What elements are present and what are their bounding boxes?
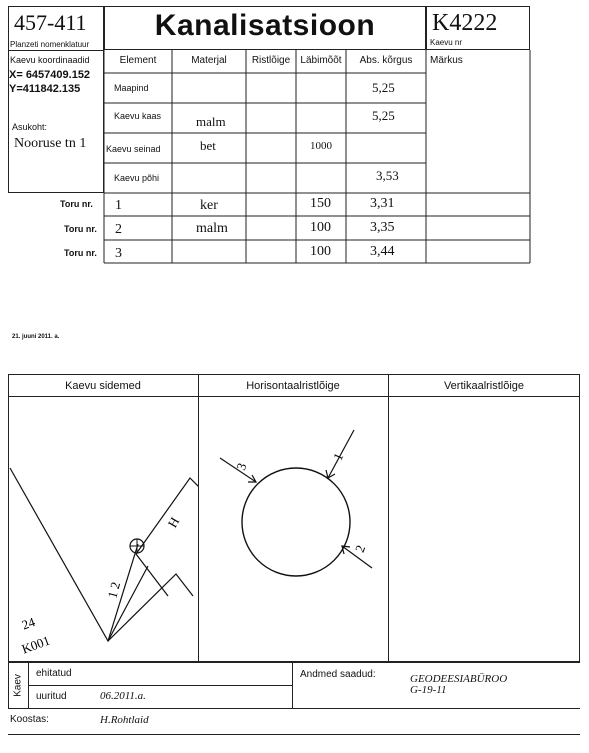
pipe-diameter: 100 xyxy=(310,244,331,259)
well-side-label: Kaev xyxy=(12,674,24,697)
pipe-material: malm xyxy=(196,221,228,236)
row-material: bet xyxy=(200,138,216,153)
built-label: ehitatud xyxy=(36,668,72,679)
coordinates-label: Kaevu koordinaadid xyxy=(10,55,90,65)
row-height: 5,25 xyxy=(372,108,395,123)
corner-note-1: 24 xyxy=(19,614,37,633)
pipe-height: 3,35 xyxy=(370,220,395,235)
row-material: malm xyxy=(196,114,226,129)
divider xyxy=(8,708,580,709)
nomenclature-label: Planzeti nomenklatuur xyxy=(10,40,90,49)
divider xyxy=(292,662,293,708)
surveyed-label: uuritud xyxy=(36,691,67,702)
pipe-nr: 3 xyxy=(115,246,122,261)
arrow-label-1: 1 xyxy=(329,450,347,463)
data-from-value-2: G-19-11 xyxy=(410,684,447,696)
pipe-nr: 2 xyxy=(115,222,122,237)
row-height: 5,25 xyxy=(372,80,395,95)
pipe-diameter: 100 xyxy=(310,220,331,235)
location-label: Asukoht: xyxy=(12,122,48,132)
data-from-value-1: GEODEESIABÜROO xyxy=(410,673,508,685)
pipe-label: Toru nr. xyxy=(64,248,97,258)
sketch-middle-title: Horisontaalristlõige xyxy=(246,380,340,392)
well-number-value: K4222 xyxy=(432,10,498,36)
arrow-label-3: 3 xyxy=(233,460,250,473)
sketch-right-title: Vertikaalristlõige xyxy=(443,380,525,392)
divider xyxy=(28,685,292,686)
col-remark: Märkus xyxy=(430,55,463,66)
pipe-marker-label: 1 2 xyxy=(104,580,124,600)
pipe-label: Toru nr. xyxy=(60,199,93,209)
pipe-height: 3,44 xyxy=(370,244,395,259)
side-marker-label: H xyxy=(164,514,183,531)
sketch-left-title: Kaevu sidemed xyxy=(65,380,141,392)
divider xyxy=(8,662,580,663)
location-value: Nooruse tn 1 xyxy=(14,136,87,151)
divider xyxy=(8,734,580,735)
pipe-nr: 1 xyxy=(115,198,122,213)
pipe-label: Toru nr. xyxy=(64,224,97,234)
divider xyxy=(388,374,389,662)
arrow-label-2: 2 xyxy=(351,543,369,555)
col-diameter: Läbimõõt xyxy=(300,55,342,66)
row-element: Maapind xyxy=(114,83,149,93)
row-diameter: 1000 xyxy=(310,140,332,152)
row-height: 3,53 xyxy=(376,168,399,183)
coordinate-x: X= 6457409.152 xyxy=(9,69,91,81)
page-title: Kanalisatsioon xyxy=(154,9,376,42)
horizontal-section-sketch xyxy=(198,396,388,662)
pipe-diameter: 150 xyxy=(310,196,331,211)
col-section: Ristlõige xyxy=(251,55,291,66)
compiled-label: Koostas: xyxy=(10,714,49,725)
col-height: Abs. kõrgus xyxy=(359,55,413,66)
pipe-height: 3,31 xyxy=(370,196,395,211)
document-date: 21. juuni 2011. a. xyxy=(12,334,60,340)
pipe-material: ker xyxy=(200,198,218,213)
row-element: Kaevu kaas xyxy=(114,111,162,121)
row-element: Kaevu seinad xyxy=(106,144,161,154)
divider xyxy=(8,662,9,708)
surveyed-value: 06.2011.a. xyxy=(100,690,146,702)
corner-note-2: K001 xyxy=(19,632,52,657)
compiled-value: H.Rohtlaid xyxy=(100,714,149,726)
coordinate-y: Y=411842.135 xyxy=(9,83,81,95)
well-connections-sketch xyxy=(8,396,198,662)
col-element: Element xyxy=(119,55,157,66)
row-element: Kaevu põhi xyxy=(114,173,160,183)
col-material: Materjal xyxy=(191,55,227,66)
nomenclature-value: 457-411 xyxy=(14,10,87,35)
data-from-label: Andmed saadud: xyxy=(300,669,376,680)
well-number-label: Kaevu nr xyxy=(430,38,463,47)
